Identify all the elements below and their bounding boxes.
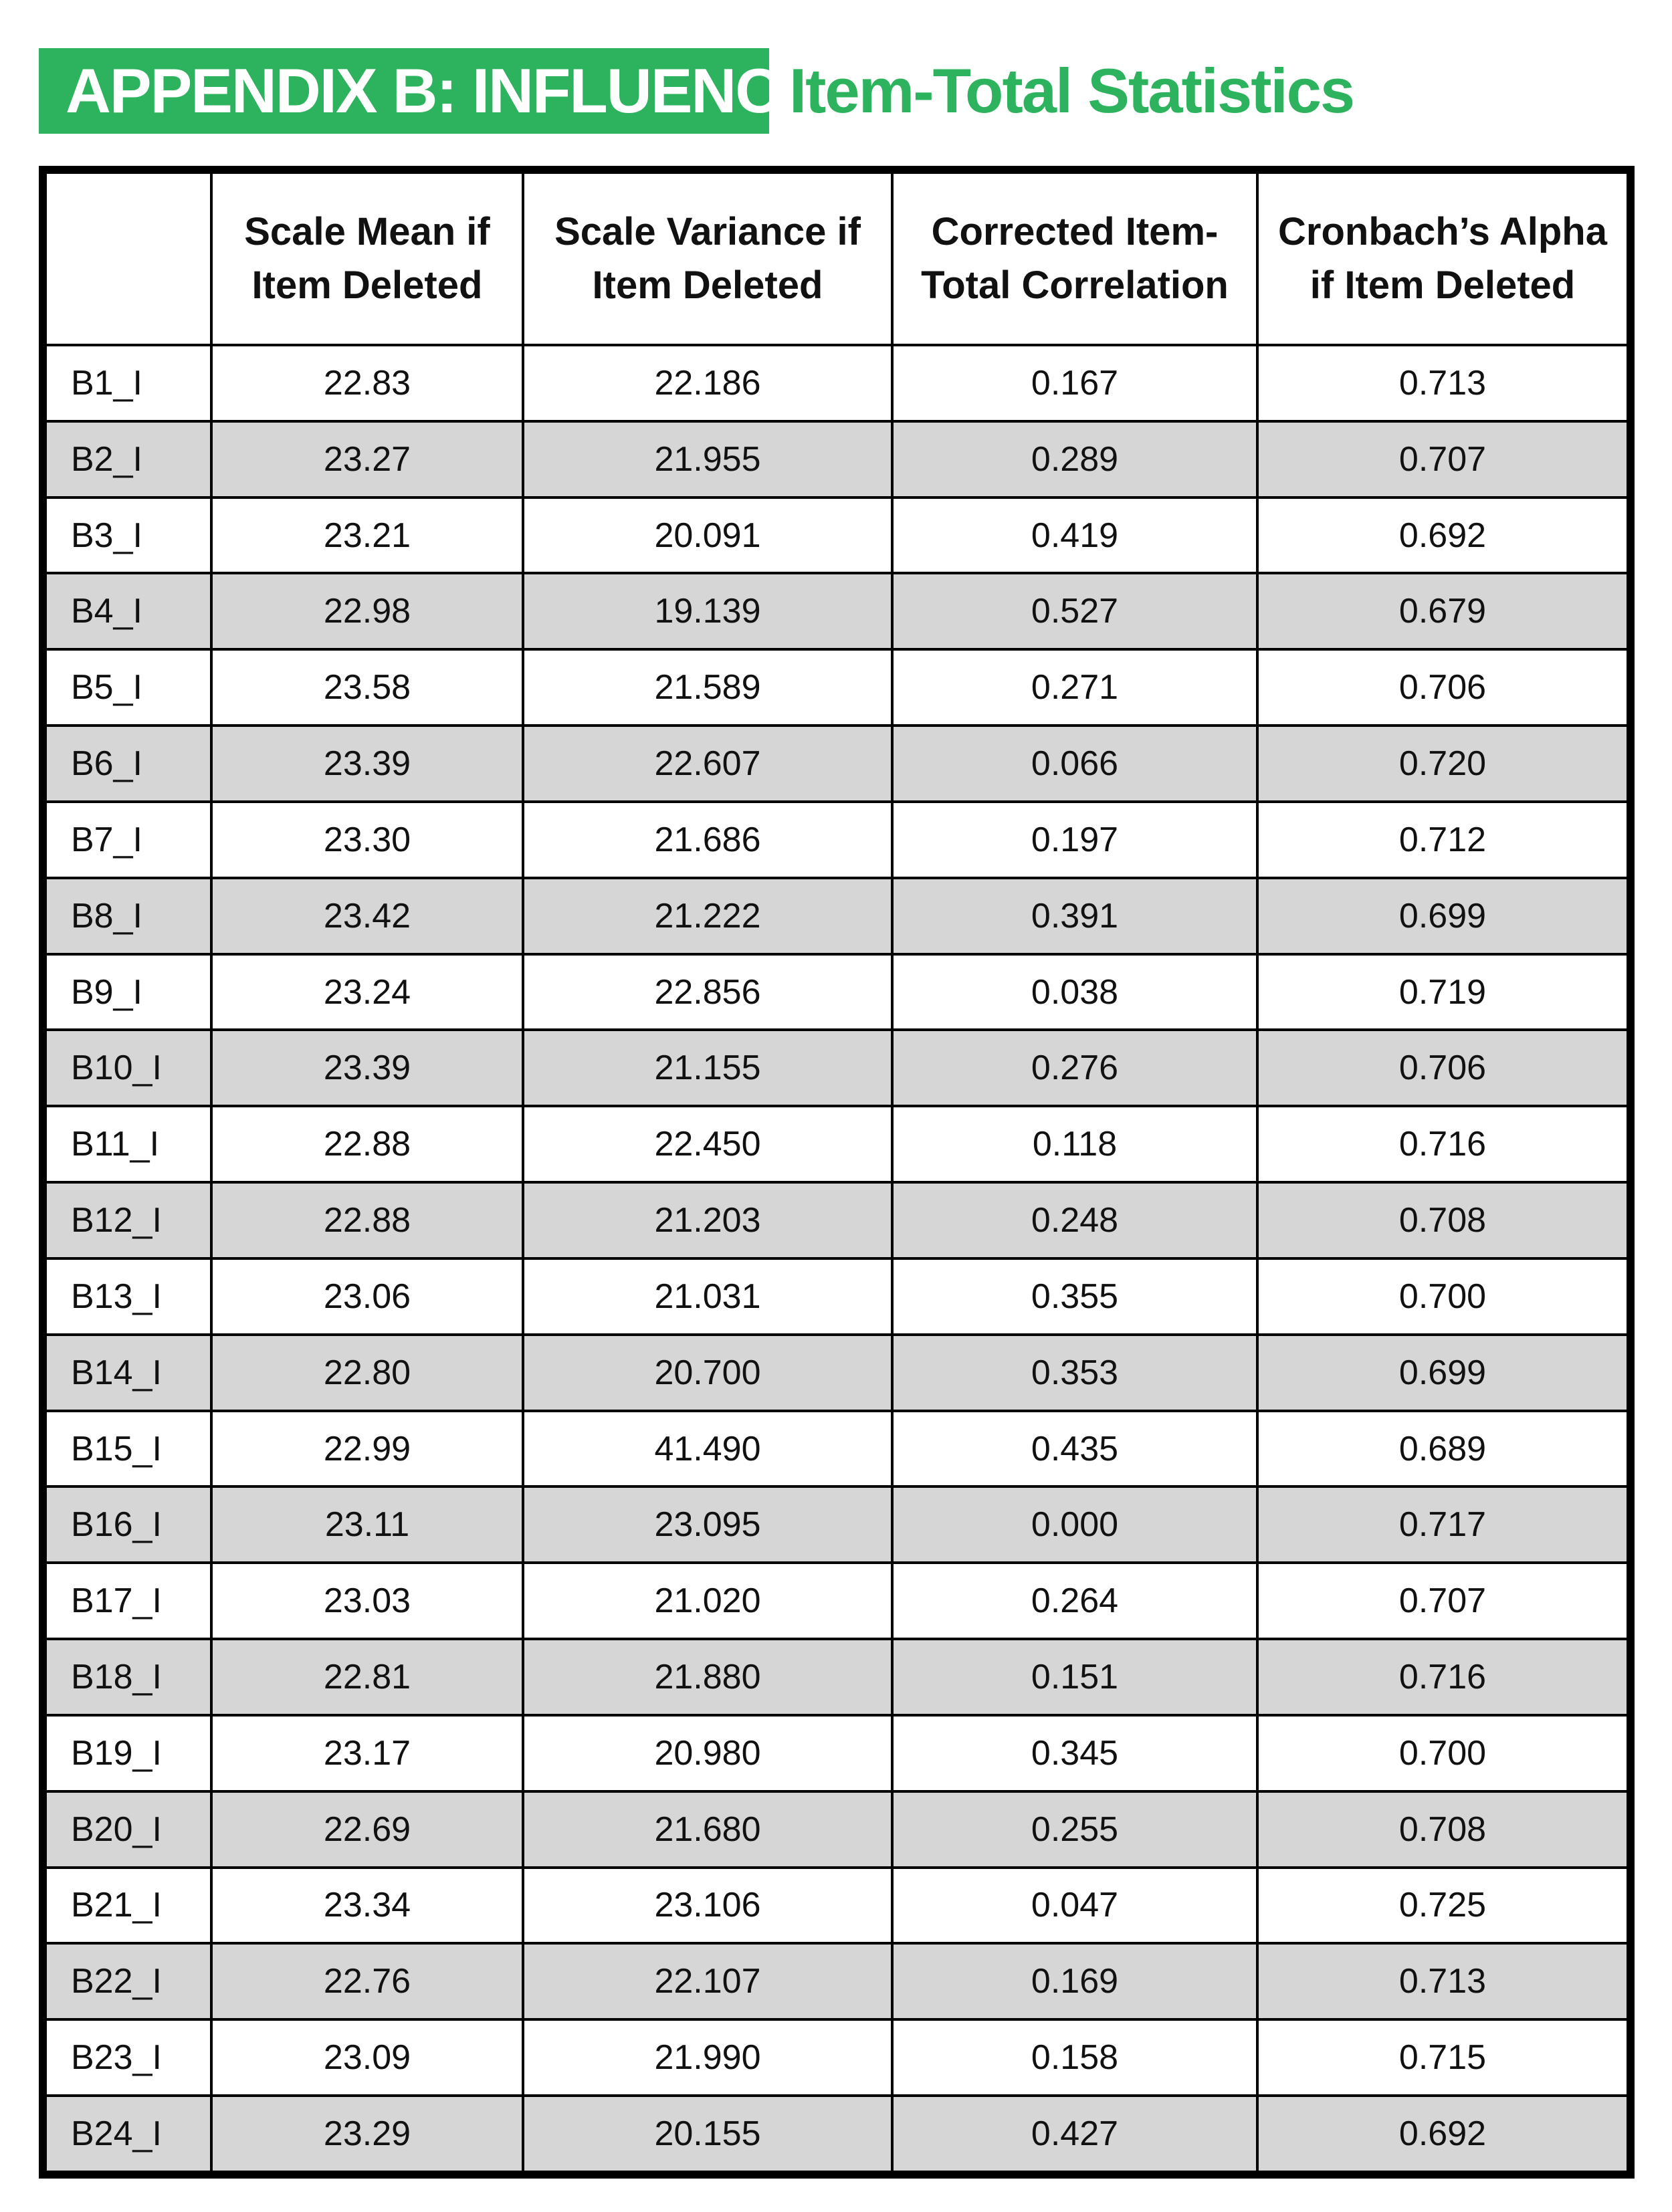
cronbach-alpha-cell: 0.708 — [1257, 1182, 1628, 1258]
item-label: B7_I — [45, 802, 211, 878]
table-title: Item-Total Statistics — [789, 56, 1354, 126]
table-row — [45, 1943, 1628, 2019]
scale-mean-cell: 23.09 — [211, 2019, 523, 2096]
table-row — [45, 1563, 1628, 1639]
table-row — [45, 1258, 1628, 1335]
header-scale-variance-line1: Scale Variance if — [554, 210, 861, 253]
cronbach-alpha-cell: 0.719 — [1257, 954, 1628, 1030]
cronbach-alpha-cell: 0.692 — [1257, 2096, 1628, 2172]
corrected-correlation-cell: 0.066 — [892, 726, 1257, 802]
cronbach-alpha-cell: 0.706 — [1257, 649, 1628, 726]
corrected-correlation-cell: 0.255 — [892, 1791, 1257, 1868]
scale-variance-cell: 19.139 — [523, 573, 892, 649]
item-label: B12_I — [45, 1182, 211, 1258]
table-row — [45, 421, 1628, 497]
scale-variance-cell: 21.589 — [523, 649, 892, 726]
item-label: B3_I — [45, 497, 211, 574]
scale-variance-cell: 20.980 — [523, 1715, 892, 1791]
scale-mean-cell: 23.42 — [211, 878, 523, 954]
cronbach-alpha-cell: 0.707 — [1257, 421, 1628, 497]
item-label: B1_I — [45, 345, 211, 421]
item-label: B19_I — [45, 1715, 211, 1791]
table-row — [45, 1335, 1628, 1411]
scale-mean-cell: 23.30 — [211, 802, 523, 878]
table-row — [45, 1486, 1628, 1563]
scale-variance-cell: 23.095 — [523, 1486, 892, 1563]
scale-variance-cell: 22.856 — [523, 954, 892, 1030]
item-label: B13_I — [45, 1258, 211, 1335]
scale-mean-cell: 23.58 — [211, 649, 523, 726]
header-row — [45, 173, 1628, 345]
scale-variance-cell: 21.031 — [523, 1258, 892, 1335]
item-label: B2_I — [45, 421, 211, 497]
item-label: B20_I — [45, 1791, 211, 1868]
cronbach-alpha-cell: 0.700 — [1257, 1258, 1628, 1335]
cronbach-alpha-cell: 0.715 — [1257, 2019, 1628, 2096]
cronbach-alpha-cell: 0.713 — [1257, 345, 1628, 421]
item-label: B11_I — [45, 1106, 211, 1182]
scale-mean-cell: 23.11 — [211, 1486, 523, 1563]
scale-mean-cell: 23.34 — [211, 1868, 523, 1944]
table-row — [45, 1106, 1628, 1182]
item-label: B15_I — [45, 1411, 211, 1487]
scale-mean-cell: 22.76 — [211, 1943, 523, 2019]
corrected-correlation-cell: 0.345 — [892, 1715, 1257, 1791]
corrected-correlation-cell: 0.167 — [892, 345, 1257, 421]
corrected-correlation-cell: 0.427 — [892, 2096, 1257, 2172]
header-cronbach-alpha-line1: Cronbach’s Alpha — [1278, 210, 1607, 253]
scale-variance-cell: 21.686 — [523, 802, 892, 878]
corrected-correlation-cell: 0.264 — [892, 1563, 1257, 1639]
corrected-correlation-cell: 0.158 — [892, 2019, 1257, 2096]
table-row — [45, 1411, 1628, 1487]
table-row — [45, 1791, 1628, 1868]
table-body — [45, 345, 1628, 2172]
item-label: B8_I — [45, 878, 211, 954]
table-row — [45, 802, 1628, 878]
header-item-blank — [45, 173, 211, 345]
item-total-statistics-table — [39, 166, 1635, 2179]
corrected-correlation-cell: 0.527 — [892, 573, 1257, 649]
item-label: B9_I — [45, 954, 211, 1030]
scale-mean-cell: 23.29 — [211, 2096, 523, 2172]
scale-mean-cell: 23.21 — [211, 497, 523, 574]
item-label: B5_I — [45, 649, 211, 726]
corrected-correlation-cell: 0.289 — [892, 421, 1257, 497]
corrected-correlation-cell: 0.355 — [892, 1258, 1257, 1335]
corrected-correlation-cell: 0.000 — [892, 1486, 1257, 1563]
cronbach-alpha-cell: 0.706 — [1257, 1030, 1628, 1106]
scale-mean-cell: 23.06 — [211, 1258, 523, 1335]
corrected-correlation-cell: 0.271 — [892, 649, 1257, 726]
cronbach-alpha-cell: 0.720 — [1257, 726, 1628, 802]
table-row — [45, 2019, 1628, 2096]
cronbach-alpha-cell: 0.716 — [1257, 1639, 1628, 1715]
scale-mean-cell: 23.39 — [211, 726, 523, 802]
table-row — [45, 1030, 1628, 1106]
scale-variance-cell: 22.450 — [523, 1106, 892, 1182]
corrected-correlation-cell: 0.047 — [892, 1868, 1257, 1944]
scale-mean-cell: 22.83 — [211, 345, 523, 421]
header-scale-mean-line1: Scale Mean if — [244, 210, 490, 253]
scale-variance-cell: 20.091 — [523, 497, 892, 574]
cronbach-alpha-cell: 0.725 — [1257, 1868, 1628, 1944]
cronbach-alpha-cell: 0.716 — [1257, 1106, 1628, 1182]
scale-variance-cell: 22.107 — [523, 1943, 892, 2019]
table-row — [45, 1182, 1628, 1258]
table-row — [45, 2096, 1628, 2172]
item-label: B17_I — [45, 1563, 211, 1639]
item-label: B22_I — [45, 1943, 211, 2019]
table-row — [45, 1715, 1628, 1791]
header-corrected-correlation-line1: Corrected Item- — [931, 210, 1219, 253]
scale-mean-cell: 22.81 — [211, 1639, 523, 1715]
scale-variance-cell: 21.020 — [523, 1563, 892, 1639]
item-label: B16_I — [45, 1486, 211, 1563]
header-scale-mean — [211, 173, 523, 345]
corrected-correlation-cell: 0.197 — [892, 802, 1257, 878]
corrected-correlation-cell: 0.118 — [892, 1106, 1257, 1182]
item-label: B14_I — [45, 1335, 211, 1411]
item-label: B6_I — [45, 726, 211, 802]
scale-mean-cell: 22.88 — [211, 1182, 523, 1258]
scale-variance-cell: 23.106 — [523, 1868, 892, 1944]
corrected-correlation-cell: 0.151 — [892, 1639, 1257, 1715]
header-scale-variance — [523, 173, 892, 345]
table-row — [45, 1868, 1628, 1944]
scale-variance-cell: 21.203 — [523, 1182, 892, 1258]
item-label: B4_I — [45, 573, 211, 649]
table-row — [45, 726, 1628, 802]
scale-mean-cell: 22.99 — [211, 1411, 523, 1487]
corrected-correlation-cell: 0.248 — [892, 1182, 1257, 1258]
scale-variance-cell: 21.155 — [523, 1030, 892, 1106]
item-label: B21_I — [45, 1868, 211, 1944]
cronbach-alpha-cell: 0.689 — [1257, 1411, 1628, 1487]
scale-mean-cell: 23.39 — [211, 1030, 523, 1106]
table-row — [45, 1639, 1628, 1715]
scale-mean-cell: 23.27 — [211, 421, 523, 497]
cronbach-alpha-cell: 0.692 — [1257, 497, 1628, 574]
cronbach-alpha-cell: 0.713 — [1257, 1943, 1628, 2019]
scale-variance-cell: 20.700 — [523, 1335, 892, 1411]
cronbach-alpha-cell: 0.717 — [1257, 1486, 1628, 1563]
cronbach-alpha-cell: 0.699 — [1257, 1335, 1628, 1411]
item-label: B18_I — [45, 1639, 211, 1715]
item-label: B23_I — [45, 2019, 211, 2096]
corrected-correlation-cell: 0.169 — [892, 1943, 1257, 2019]
cronbach-alpha-cell: 0.707 — [1257, 1563, 1628, 1639]
item-label: B10_I — [45, 1030, 211, 1106]
page-header — [39, 48, 1354, 134]
header-scale-mean-line2: Item Deleted — [251, 263, 483, 307]
scale-variance-cell: 21.222 — [523, 878, 892, 954]
scale-mean-cell: 23.24 — [211, 954, 523, 1030]
scale-variance-cell: 21.680 — [523, 1791, 892, 1868]
header-cronbach-alpha-line2: if Item Deleted — [1310, 263, 1576, 307]
scale-variance-cell: 22.186 — [523, 345, 892, 421]
corrected-correlation-cell: 0.419 — [892, 497, 1257, 574]
table-row — [45, 573, 1628, 649]
scale-mean-cell: 22.69 — [211, 1791, 523, 1868]
scale-mean-cell: 23.03 — [211, 1563, 523, 1639]
corrected-correlation-cell: 0.435 — [892, 1411, 1257, 1487]
corrected-correlation-cell: 0.353 — [892, 1335, 1257, 1411]
scale-variance-cell: 21.990 — [523, 2019, 892, 2096]
scale-variance-cell: 21.880 — [523, 1639, 892, 1715]
cronbach-alpha-cell: 0.700 — [1257, 1715, 1628, 1791]
corrected-correlation-cell: 0.276 — [892, 1030, 1257, 1106]
table-row — [45, 345, 1628, 421]
table-row — [45, 649, 1628, 726]
header-cronbach-alpha — [1257, 173, 1628, 345]
appendix-badge: APPENDIX B: INFLUENCE — [39, 48, 769, 134]
scale-variance-cell: 22.607 — [523, 726, 892, 802]
table-row — [45, 878, 1628, 954]
scale-mean-cell: 23.17 — [211, 1715, 523, 1791]
scale-variance-cell: 20.155 — [523, 2096, 892, 2172]
cronbach-alpha-cell: 0.712 — [1257, 802, 1628, 878]
table-row — [45, 954, 1628, 1030]
corrected-correlation-cell: 0.038 — [892, 954, 1257, 1030]
scale-variance-cell: 41.490 — [523, 1411, 892, 1487]
scale-variance-cell: 21.955 — [523, 421, 892, 497]
item-label: B24_I — [45, 2096, 211, 2172]
scale-mean-cell: 22.98 — [211, 573, 523, 649]
header-corrected-correlation — [892, 173, 1257, 345]
header-corrected-correlation-line2: Total Correlation — [921, 263, 1229, 307]
table-row — [45, 497, 1628, 574]
scale-mean-cell: 22.80 — [211, 1335, 523, 1411]
corrected-correlation-cell: 0.391 — [892, 878, 1257, 954]
header-scale-variance-line2: Item Deleted — [592, 263, 823, 307]
cronbach-alpha-cell: 0.708 — [1257, 1791, 1628, 1868]
cronbach-alpha-cell: 0.679 — [1257, 573, 1628, 649]
scale-mean-cell: 22.88 — [211, 1106, 523, 1182]
cronbach-alpha-cell: 0.699 — [1257, 878, 1628, 954]
